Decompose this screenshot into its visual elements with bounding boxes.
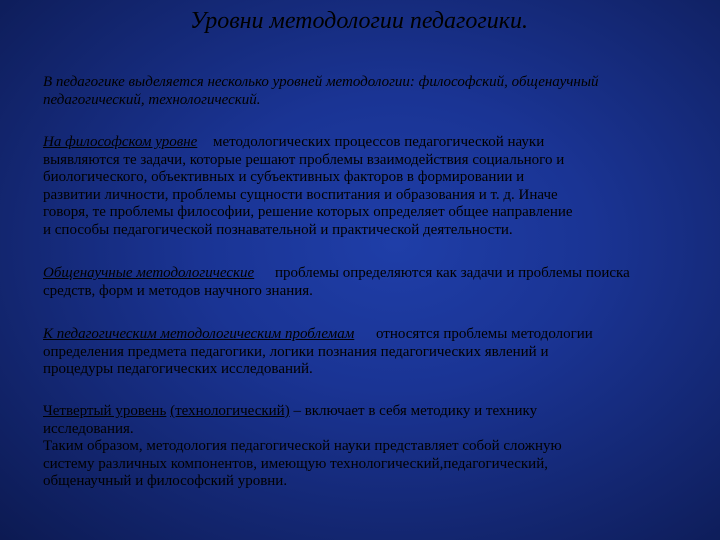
paragraph-general-scientific [43,265,693,300]
intro-line-1: В педагогике выделяется несколько уровней методологии: философский, общенаучный [43,74,599,90]
paragraph-line: выявляются те задачи, которые решают проблемы взаимодействия социального и [43,151,565,168]
overlap-text: относятся проблемы методологии [376,326,593,342]
lead-technological-paren: (технологический) [170,403,290,419]
paragraph-first-line [43,326,693,344]
slide-title: Уровни методологии педагогики. [190,8,528,34]
paragraph-line: и способы педагогической познавательной и практической деятельности. [43,221,513,238]
overlap-text: методологических процессов педагогической науки [213,134,545,150]
lead-general-scientific: Общенаучные методологические [43,265,255,281]
paragraph-rest: – включает в себя методику и технику [289,403,538,419]
paragraph-first-line [43,134,693,152]
paragraph-pedagogical [43,326,693,379]
paragraph-line: общенаучный и философский уровни. [43,473,288,489]
paragraph-first-line [43,403,693,421]
paragraph-line: говоря, те проблемы философии, решение которых определяет общее направление [43,204,573,220]
overlap-text: проблемы определяются как задачи и проблемы поиска [275,265,630,281]
intro-line-2: педагогический, технологический. [43,92,261,108]
paragraph-line: систему различных компонентов, имеющую технологический,педагогический, [43,455,548,472]
paragraph-line: Таким образом, методология педагогической науки представляет собой сложную [43,438,562,454]
paragraph-line: биологического, объективных и субъективных факторов в формировании и [43,169,525,185]
paragraph-first-line [43,265,693,283]
paragraph-line: средств, форм и методов научного знания. [43,282,313,299]
paragraph-line: определения предмета педагогики, логики познания педагогических явлений и [43,343,549,360]
paragraph-philosophical [43,134,693,239]
lead-technological: Четвертый уровень [43,403,167,419]
lead-philosophical: На философском уровне [43,134,198,150]
intro-text [43,73,720,109]
paragraph-line: развитии личности, проблемы сущности воспитания и образования и т. д. Иначе [43,186,558,203]
paragraph-line: исследования. [43,420,134,437]
lead-pedagogical: К педагогическим методологическим проблемам [43,326,355,342]
paragraph-technological [43,403,693,491]
paragraph-line: процедуры педагогических исследований. [43,361,313,377]
